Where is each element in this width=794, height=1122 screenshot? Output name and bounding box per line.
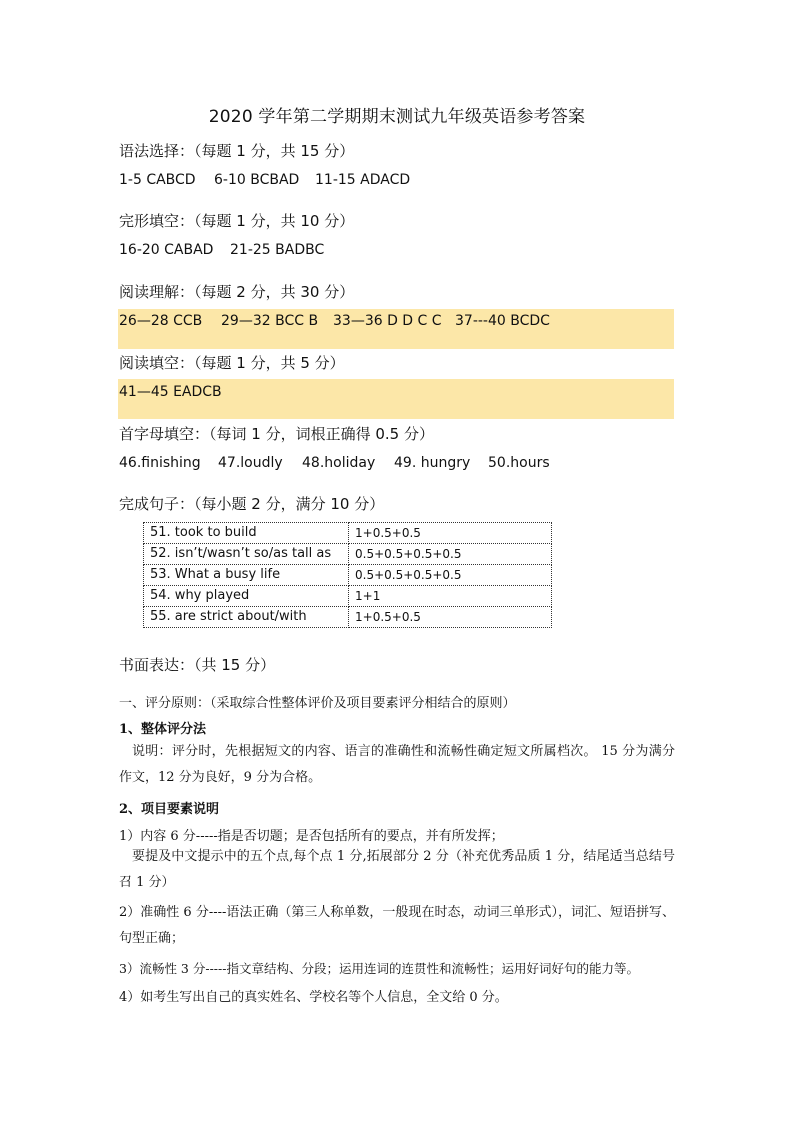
- item-personal-info: 4）如考生写出自己的真实姓名、学校名等个人信息，全文给 0 分。: [119, 990, 508, 1005]
- items-title: 2、项目要素说明: [119, 802, 220, 817]
- answer-cell: 55. are strict about/with: [144, 607, 349, 628]
- cloze-answers: [119, 242, 324, 258]
- answer-group: 6-10 BCBAD: [214, 172, 300, 188]
- item-accuracy: 2）准确性 6 分----语法正确（第三人称单数，一般现在时态，动词三单形式），词汇、短语拼写、句型正确；: [119, 905, 675, 946]
- answer-group: 37---40 BCDC: [455, 313, 550, 329]
- page-title: 2020 学年第二学期期末测试九年级英语参考答案: [208, 107, 586, 127]
- score-cell: 0.5+0.5+0.5+0.5: [349, 565, 552, 586]
- table-row: [144, 565, 552, 586]
- answer-word: 50.hours: [488, 455, 550, 471]
- sentences-heading: 完成句子：（每小题 2 分，满分 10 分）: [119, 495, 385, 513]
- reading-answers: [119, 313, 550, 329]
- answer-group: 41—45 EADCB: [119, 384, 222, 400]
- answer-group: 1-5 CABCD: [119, 172, 196, 188]
- initial-letter-heading: 首字母填空：（每词 1 分，词根正确得 0.5 分）: [119, 425, 434, 443]
- answer-word: 47.loudly: [218, 455, 283, 471]
- score-cell: 1+1: [349, 586, 552, 607]
- sentence-score-table: [143, 522, 552, 628]
- answer-group: 29—32 BCC B: [221, 313, 319, 329]
- answer-word: 46.finishing: [119, 455, 201, 471]
- answer-group: 11-15 ADACD: [315, 172, 411, 188]
- reading-fill-answers: [119, 384, 222, 400]
- scoring-principle: 一、评分原则：（采取综合性整体评价及项目要素评分相结合的原则）: [119, 696, 516, 711]
- answer-cell: 52. isn’t/wasn’t so/as tall as: [144, 544, 349, 565]
- grammar-heading: 语法选择：（每题 1 分，共 15 分）: [119, 142, 355, 160]
- table-row: [144, 586, 552, 607]
- item-content: 1）内容 6 分-----指是否切题；是否包括所有的要点，并有所发挥；: [119, 829, 504, 844]
- table-row: [144, 544, 552, 565]
- grammar-answers: [119, 172, 410, 188]
- item-content-detail: 要提及中文提示中的五个点,每个点 1 分,拓展部分 2 分（补充优秀品质 1 分，结尾适当总结号召 1 分）: [119, 849, 675, 890]
- answer-group: 26—28 CCB: [119, 313, 203, 329]
- table-row: [144, 607, 552, 628]
- initial-letter-answers: [119, 455, 550, 471]
- cloze-heading: 完形填空：（每题 1 分，共 10 分）: [119, 212, 355, 230]
- answer-word: 48.holiday: [302, 455, 376, 471]
- answer-group: 21-25 BADBC: [230, 242, 325, 258]
- overall-method-title: 1、整体评分法: [119, 722, 207, 737]
- answer-cell: 53. What a busy life: [144, 565, 349, 586]
- reading-heading: 阅读理解：（每题 2 分，共 30 分）: [119, 283, 355, 301]
- overall-method-text: 说明：评分时，先根据短文的内容、语言的准确性和流畅性确定短文所属档次。 15 分为满分作文，12 分为良好，9 分为合格。: [119, 744, 675, 785]
- answer-cell: 51. took to build: [144, 523, 349, 544]
- score-cell: 1+0.5+0.5: [349, 523, 552, 544]
- reading-fill-heading: 阅读填空：（每题 1 分，共 5 分）: [119, 354, 345, 372]
- item-fluency: 3）流畅性 3 分-----指文章结构、分段；运用连词的连贯性和流畅性；运用好词好句的能力等。: [119, 961, 639, 976]
- writing-heading: 书面表达：（共 15 分）: [119, 656, 276, 674]
- score-cell: 0.5+0.5+0.5+0.5: [349, 544, 552, 565]
- answer-group: 16-20 CABAD: [119, 242, 214, 258]
- answer-word: 49. hungry: [394, 455, 471, 471]
- answer-group: 33—36 D D C C: [333, 313, 442, 329]
- table-row: [144, 523, 552, 544]
- answer-cell: 54. why played: [144, 586, 349, 607]
- score-cell: 1+0.5+0.5: [349, 607, 552, 628]
